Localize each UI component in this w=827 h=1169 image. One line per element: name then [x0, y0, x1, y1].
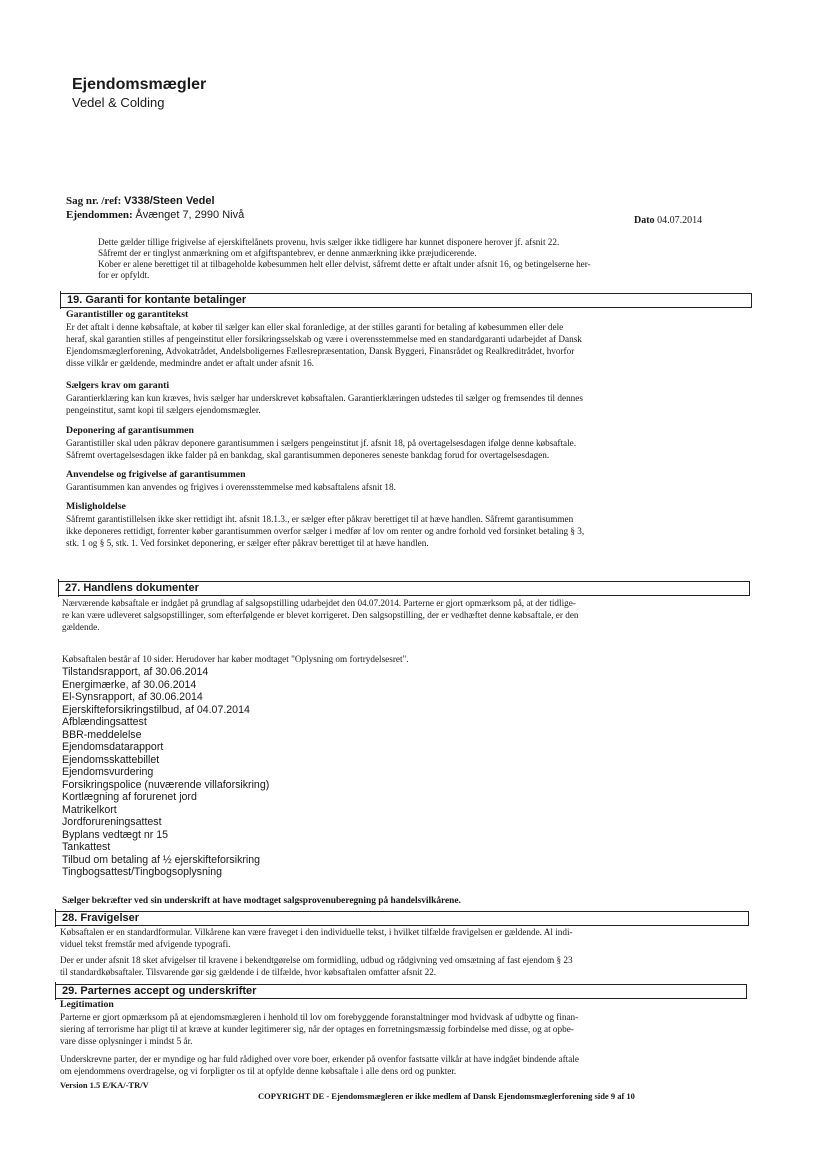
section-19-title: 19. Garanti for kontante betalinger	[67, 294, 247, 306]
document-item: BBR-meddelelse	[62, 728, 142, 741]
paragraph-line: Købsaftalen er en standardformular. Vilkårene kan være fraveget i den individuelle tekst, i hvilket tilfælde fravigelsen er gældende. Al indi-	[60, 927, 573, 937]
paragraph-line: Såfremt garantistillelsen ikke sker rettidigt iht. afsnit 18.1.3., er sælger efter påkrav berettiget til at hæve handlen. Såfremt garantisummen	[66, 514, 574, 524]
section-19-header	[60, 293, 752, 308]
case-value: V338/Steen Vedel	[124, 195, 215, 207]
date-label: Dato	[634, 215, 655, 226]
paragraph-line: siering af terrorisme har pligt til at kræve at kunder legitimerer sig, når der optages en forretningsmæssig forbindelse med disse, og at opbe-	[60, 1024, 574, 1034]
document-item: Ejendomsskattebillet	[62, 753, 160, 766]
paragraph-line: Nærværende købsaftale er indgået på grundlag af salgsopstilling udarbejdet den 04.07.2014. Parterne er gjort opmærksom på, at der tidlige-	[62, 598, 576, 608]
document-item: Tankattest	[62, 841, 111, 853]
intro-line: Kober er alene berettiget til at tilbageholde købesummen helt eller delvist, såfremt dette er aftalt under afsnit 16, og betingelserne her-	[98, 259, 591, 269]
paragraph-line: Garantisummen kan anvendes og frigives i overensstemmelse med købsaftalens afsnit 18.	[66, 482, 396, 492]
document-item: Energimærke, af 30.06.2014	[62, 678, 197, 691]
case-reference	[66, 195, 215, 207]
paragraph-line: om ejendommens overdragelse, og vi forpligter os til at opfylde denne købsaftale i alle dens ord og punkter.	[60, 1066, 457, 1076]
subheading: Garantistiller og garantitekst	[66, 309, 189, 320]
document-item: Ejerskifteforsikringstilbud, af 04.07.2014	[62, 703, 250, 716]
property-line	[66, 209, 244, 221]
property-label: Ejendommen:	[66, 209, 133, 221]
version-footer: Version 1.5 E/KA/-TR/V	[60, 1080, 149, 1090]
intro-line: for er opfyldt.	[98, 270, 150, 280]
property-value: Åvænget 7, 2990 Nivå	[135, 209, 245, 221]
paragraph-line: Købsaftalen består af 10 sider. Herudover har køber modtaget "Oplysning om fortrydelsesret".	[62, 654, 409, 664]
subheading: Misligholdelse	[66, 501, 126, 512]
subheading: Sælgers krav om garanti	[66, 380, 170, 391]
paragraph-line: Garantistiller skal uden påkrav deponere garantisummen i sælgers pengeinstitut jf. afsnit 18, på overtagelsesdagen ifølge denne købsaftale.	[66, 438, 577, 448]
case-label: Sag nr. /ref:	[66, 195, 122, 207]
subheading: Legitimation	[60, 999, 114, 1010]
paragraph-line: til standardkøbsaftaler. Tilsvarende gør sig gældende i de tilfælde, hvor købsaftalen omfatter afsnit 22.	[60, 967, 437, 977]
company-branch: Vedel & Colding	[72, 95, 165, 110]
document-item: Tingbogsattest/Tingbogsoplysning	[62, 866, 222, 878]
paragraph-line: viduel tekst fremstår med afvigende typografi.	[60, 939, 231, 949]
paragraph-line: ikke deponeres rettidigt, forrenter køber garantisummen overfor sælger i medfør af lov om renter og andre forhold ved forsinket betaling § 3,	[66, 526, 585, 536]
date-value: 04.07.2014	[657, 215, 703, 226]
document-date	[634, 215, 702, 226]
section-29-title: 29. Parternes accept og underskrifter	[62, 985, 257, 997]
company-title: Ejendomsmægler	[72, 76, 207, 93]
subheading: Anvendelse og frigivelse af garantisummen	[66, 469, 246, 480]
document-item: Jordforureningsattest	[62, 816, 162, 828]
document-item: Ejendomsdatarapport	[62, 741, 164, 753]
section-28-header	[55, 911, 749, 926]
intro-line: Dette gælder tillige frigivelse af ejerskiftelånets provenu, hvis sælger ikke tidligere har kunnet disponere herover jf. afsnit 22.	[98, 237, 560, 247]
document-item: Tilstandsrapport, af 30.06.2014	[62, 666, 209, 678]
paragraph-line: vare disse oplysninger i mindst 5 år.	[60, 1036, 193, 1046]
paragraph-line: disse vilkår er gældende, medmindre andet er aftalt under afsnit 16.	[66, 358, 314, 368]
section-27-title: 27. Handlens dokumenter	[65, 582, 199, 594]
document-item: Tilbud om betaling af ½ ejerskifteforsikring	[62, 853, 261, 866]
closing-statement: Sælger bekræfter ved sin underskrift at have modtaget salgsprovenuberegning på handelsvilkårene.	[62, 896, 461, 906]
paragraph-line: pengeinstitut, samt kopi til sælgers ejendomsmægler.	[66, 405, 261, 415]
paragraph-line: Såfremt overtagelsesdagen ikke falder på en bankdag, skal garantisummen deponeres seneste bankdag forud for overtagelsesdagen.	[66, 450, 550, 460]
copyright-footer: COPYRIGHT DE - Ejendomsmægleren er ikke medlem af Dansk Ejendomsmæglerforening side 9 af 10	[258, 1091, 635, 1101]
section-29-header	[55, 984, 747, 999]
documents-list	[62, 666, 269, 879]
paragraph-line: Parterne er gjort opmærksom på at ejendomsmægleren i henhold til lov om forebyggende foranstaltninger mod hvidvask af udbytte og finan-	[60, 1012, 579, 1022]
document-item: Ejendomsvurdering	[62, 766, 154, 778]
section-28-title: 28. Fravigelser	[62, 912, 140, 924]
paragraph-line: gældende.	[62, 622, 100, 632]
section-27-header	[58, 581, 750, 596]
paragraph-line: Underskrevne parter, der er myndige og har fuld rådighed over vore boer, erkender på ovenfor fastsatte vilkår at have indgået bindende aftale	[60, 1054, 579, 1064]
document-item: Afblændingsattest	[62, 716, 147, 728]
paragraph-line: Ejendomsmæglerforening, Advokatrådet, Andelsboligernes Fællesrepræsentation, Dansk Byggeri, Finansrådet og Realkreditrådet, hvorfor	[66, 346, 575, 356]
document-item: Matrikelkort	[62, 803, 117, 816]
subheading: Deponering af garantisummen	[66, 425, 194, 436]
paragraph-line: heraf, skal garantien stilles af pengeinstitut eller forsikringsselskab og være i overensstemmelse med en standardgaranti udarbejdet af Dansk	[66, 334, 582, 344]
paragraph-line: re kan være udleveret salgsopstillinger, som efterfølgende er blevet korrigeret. Den salgsopstilling, der er vedhæftet denne købsaftale, er den	[62, 610, 579, 620]
document-item: Forsikringspolice (nuværende villaforsikring)	[62, 778, 270, 791]
document-item: El-Synsrapport, af 30.06.2014	[62, 691, 203, 703]
intro-line: Såfremt der er tinglyst anmærkning om et afgiftspantebrev, er denne anmærkning ikke præjudicerende.	[98, 248, 477, 258]
paragraph-line: Er det aftalt i denne købsaftale, at køber til sælger kan eller skal foranledige, at der stilles garanti for betaling af købesummen eller dele	[66, 322, 564, 332]
document-item: Byplans vedtægt nr 15	[62, 828, 168, 841]
paragraph-line: Garantierklæring kan kun kræves, hvis sælger har underskrevet købsaftalen. Garantierklæringen udstedes til sælger og fremsendes til dennes	[66, 393, 583, 403]
paragraph-line: Der er under afsnit 18 sket afvigelser til kravene i bekendtgørelse om formidling, udbud og rådgivning ved omsætning af fast ejendom § 23	[60, 955, 573, 965]
paragraph-line: stk. 1 og § 5, stk. 1. Ved forsinket deponering, er sælger efter påkrav berettiget til at hæve handlen.	[66, 538, 429, 548]
document-item: Kortlægning af forurenet jord	[62, 791, 197, 803]
